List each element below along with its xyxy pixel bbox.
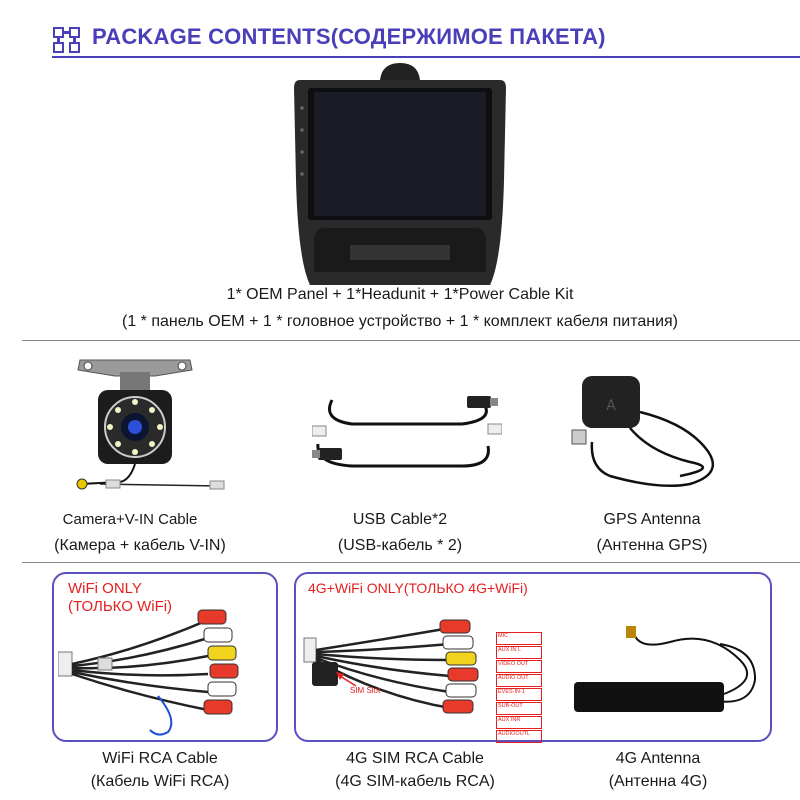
divider [22, 562, 800, 563]
4g-rca-caption-ru: (4G SIM-кабель RCA) [335, 773, 495, 790]
sim-slot-label: SIM Slot [350, 686, 381, 695]
wifi-rca-caption-en: WiFi RCA Cable [102, 750, 218, 767]
port-label: MIC [496, 632, 542, 645]
camera-caption-en: Camera+V-IN Cable [62, 511, 198, 528]
port-label: AUDIOOUTL [496, 730, 542, 743]
wifi-rca-caption-ru: (Кабель WiFi RCA) [90, 773, 230, 790]
header-underline [52, 56, 800, 58]
usb-caption-en: USB Cable*2 [352, 511, 448, 528]
divider [22, 340, 800, 341]
4g-only-label: 4G+WiFi ONLY(ТОЛЬКО 4G+WiFi) [308, 580, 528, 596]
usb-caption-ru: (USB-кабель * 2) [337, 537, 463, 554]
4g-antenna-caption-ru: (Антенна 4G) [608, 773, 708, 790]
port-labels [496, 632, 542, 744]
svg-text:A: A [606, 398, 616, 414]
4g-rca-caption-en: 4G SIM RCA Cable [346, 750, 484, 767]
port-label: EVES-IN-1 [496, 688, 542, 701]
gps-antenna-image [570, 372, 740, 492]
camera-image [60, 350, 250, 500]
port-label: AUX IN L [496, 646, 542, 659]
4g-antenna-image [560, 620, 765, 730]
port-label: AUX INR [496, 716, 542, 729]
port-label: VIDEO OUT [496, 660, 542, 673]
usb-cable-image [312, 380, 502, 480]
port-label: SUB-OUT [496, 702, 542, 715]
headunit-panel-image [290, 60, 510, 290]
main-caption-en: 1* OEM Panel + 1*Headunit + 1*Power Cable Kit [226, 286, 574, 303]
4g-antenna-caption-en: 4G Antenna [615, 750, 701, 767]
gps-caption-en: GPS Antenna [603, 511, 701, 528]
wifi-only-label: WiFi ONLY [68, 580, 142, 597]
page-title: PACKAGE CONTENTS(СОДЕРЖИМОЕ ПАКЕТА) [92, 24, 606, 49]
gps-caption-ru: (Антенна GPS) [596, 537, 708, 554]
camera-caption-ru: (Камера + кабель V-IN) [54, 537, 226, 554]
wifi-rca-cable-image [58, 600, 273, 740]
package-grid-icon [52, 26, 82, 54]
wifi-only-label-ru: (ТОЛЬКО WiFi) [68, 598, 173, 615]
port-label: AUDIO OUT [496, 674, 542, 687]
main-caption-ru: (1 * панель OEM + 1 * головное устройство + 1 * комплект кабеля питания) [121, 313, 678, 330]
